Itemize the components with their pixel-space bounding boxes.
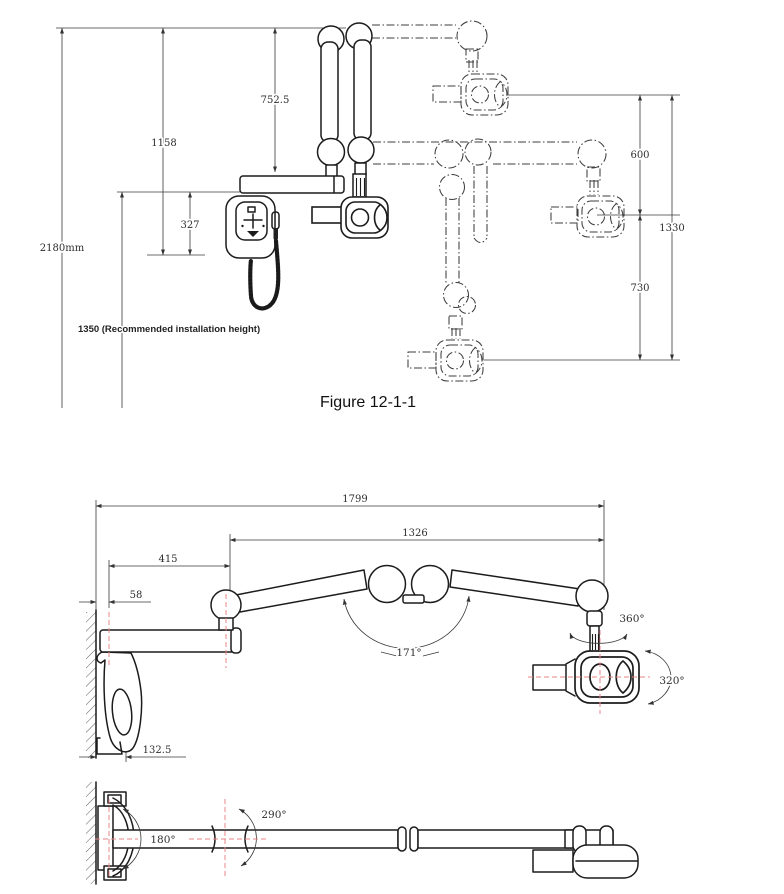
dim-600-label: 600	[630, 150, 650, 161]
wall-section-top	[86, 782, 96, 884]
angle-290-label: 290°	[261, 809, 287, 821]
angle-180-label: 180°	[150, 834, 176, 846]
dim-1158-label: 1158	[151, 138, 177, 149]
wall-support-arm	[240, 174, 366, 197]
tube-head-top	[533, 845, 638, 878]
figure-caption: Figure 12-1-1	[319, 394, 417, 411]
support-arm-side	[100, 628, 241, 653]
front-right-dimensions	[484, 95, 685, 360]
wall-section-side	[86, 610, 96, 758]
side-centerlines	[109, 594, 650, 714]
dim-1330-label: 1330	[659, 223, 685, 234]
dim-415-label: 415	[158, 554, 178, 565]
front-extension-lines	[56, 28, 346, 255]
angle-320-label: 320°	[659, 675, 685, 687]
phantom-arm-positions	[372, 21, 624, 381]
top-view-drawing	[86, 782, 638, 884]
dim-752-label: 752.5	[260, 95, 290, 106]
dim-327-label: 327	[180, 220, 200, 231]
dim-132-label: 132.5	[142, 745, 172, 756]
angle-360-label: 360°	[619, 613, 645, 625]
scissor-arm-side	[211, 566, 608, 654]
side-dimensions	[79, 494, 604, 762]
tube-head-front	[312, 197, 388, 238]
control-panel	[226, 196, 279, 308]
spring-arm-assembly	[318, 23, 375, 177]
angle-171-label: 171°	[396, 647, 422, 659]
wall-bracket-side	[97, 652, 142, 754]
dim-58-label: 58	[129, 590, 143, 601]
dim-1326-label: 1326	[402, 528, 428, 539]
front-view-drawing	[40, 21, 685, 411]
install-height-note: 1350 (Recommended installation height)	[78, 324, 261, 335]
dim-730-label: 730	[630, 283, 650, 294]
side-view-drawing	[79, 494, 685, 762]
dim-1799-label: 1799	[342, 494, 368, 505]
arm-top-view	[113, 826, 613, 852]
dim-2180-label: 2180mm	[39, 243, 85, 254]
